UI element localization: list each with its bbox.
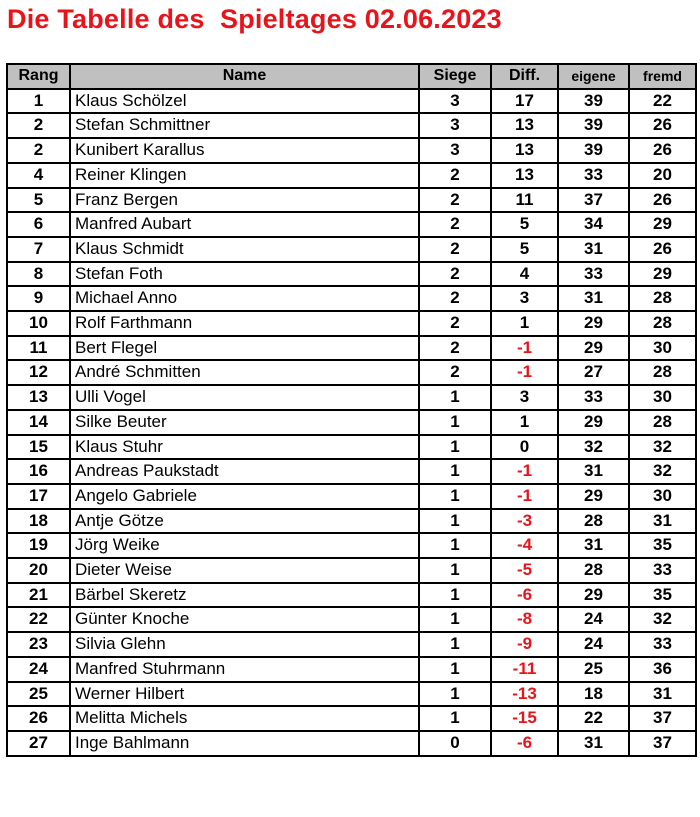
cell-siege: 2 <box>419 336 491 361</box>
cell-siege: 1 <box>419 706 491 731</box>
cell-diff: -3 <box>491 509 558 534</box>
col-header-diff: Diff. <box>491 64 558 89</box>
cell-fremd: 35 <box>629 583 696 608</box>
cell-name: Werner Hilbert <box>70 682 419 707</box>
col-header-eigene: eigene <box>558 64 629 89</box>
cell-name: Stefan Schmittner <box>70 113 419 138</box>
cell-rang: 27 <box>7 731 70 756</box>
table-row <box>7 607 696 632</box>
cell-eigene: 31 <box>558 731 629 756</box>
cell-fremd: 31 <box>629 509 696 534</box>
cell-name: Klaus Stuhr <box>70 435 419 460</box>
cell-name: Dieter Weise <box>70 558 419 583</box>
cell-fremd: 28 <box>629 286 696 311</box>
cell-eigene: 29 <box>558 484 629 509</box>
cell-name: Reiner Klingen <box>70 163 419 188</box>
cell-siege: 1 <box>419 657 491 682</box>
cell-rang: 7 <box>7 237 70 262</box>
cell-name: André Schmitten <box>70 360 419 385</box>
cell-eigene: 28 <box>558 558 629 583</box>
cell-diff: 13 <box>491 113 558 138</box>
cell-diff: -5 <box>491 558 558 583</box>
cell-fremd: 33 <box>629 558 696 583</box>
cell-eigene: 33 <box>558 385 629 410</box>
table-row <box>7 731 696 756</box>
cell-eigene: 24 <box>558 632 629 657</box>
cell-diff: -6 <box>491 583 558 608</box>
cell-fremd: 29 <box>629 212 696 237</box>
cell-name: Andreas Paukstadt <box>70 459 419 484</box>
cell-siege: 2 <box>419 188 491 213</box>
cell-name: Inge Bahlmann <box>70 731 419 756</box>
table-row <box>7 459 696 484</box>
cell-diff: -1 <box>491 484 558 509</box>
col-header-name: Name <box>70 64 419 89</box>
header-row <box>7 64 696 89</box>
cell-fremd: 22 <box>629 89 696 114</box>
cell-diff: -6 <box>491 731 558 756</box>
cell-eigene: 25 <box>558 657 629 682</box>
cell-siege: 2 <box>419 262 491 287</box>
table-row <box>7 682 696 707</box>
cell-diff: 17 <box>491 89 558 114</box>
cell-siege: 1 <box>419 410 491 435</box>
cell-siege: 3 <box>419 113 491 138</box>
cell-rang: 2 <box>7 113 70 138</box>
cell-eigene: 29 <box>558 583 629 608</box>
cell-siege: 2 <box>419 212 491 237</box>
col-header-rang: Rang <box>7 64 70 89</box>
cell-rang: 2 <box>7 138 70 163</box>
table-row <box>7 138 696 163</box>
cell-rang: 8 <box>7 262 70 287</box>
cell-diff: 1 <box>491 311 558 336</box>
cell-eigene: 31 <box>558 459 629 484</box>
cell-siege: 1 <box>419 484 491 509</box>
cell-eigene: 33 <box>558 262 629 287</box>
cell-diff: -11 <box>491 657 558 682</box>
col-header-fremd: fremd <box>629 64 696 89</box>
cell-rang: 18 <box>7 509 70 534</box>
col-header-siege: Siege <box>419 64 491 89</box>
cell-rang: 21 <box>7 583 70 608</box>
cell-fremd: 31 <box>629 682 696 707</box>
page-title: Die Tabelle des Spieltages 02.06.2023 <box>7 4 502 34</box>
cell-name: Klaus Schmidt <box>70 237 419 262</box>
cell-rang: 22 <box>7 607 70 632</box>
cell-rang: 16 <box>7 459 70 484</box>
cell-fremd: 32 <box>629 459 696 484</box>
cell-name: Franz Bergen <box>70 188 419 213</box>
cell-rang: 13 <box>7 385 70 410</box>
cell-eigene: 27 <box>558 360 629 385</box>
cell-diff: 0 <box>491 435 558 460</box>
table-row <box>7 533 696 558</box>
cell-fremd: 30 <box>629 484 696 509</box>
cell-diff: 11 <box>491 188 558 213</box>
cell-fremd: 32 <box>629 435 696 460</box>
cell-name: Silke Beuter <box>70 410 419 435</box>
cell-fremd: 28 <box>629 311 696 336</box>
cell-rang: 23 <box>7 632 70 657</box>
cell-rang: 9 <box>7 286 70 311</box>
cell-name: Antje Götze <box>70 509 419 534</box>
table-row <box>7 657 696 682</box>
cell-siege: 1 <box>419 459 491 484</box>
cell-diff: -13 <box>491 682 558 707</box>
cell-eigene: 29 <box>558 410 629 435</box>
cell-rang: 10 <box>7 311 70 336</box>
cell-fremd: 28 <box>629 360 696 385</box>
table-row <box>7 558 696 583</box>
cell-eigene: 34 <box>558 212 629 237</box>
cell-siege: 1 <box>419 632 491 657</box>
cell-fremd: 30 <box>629 336 696 361</box>
table-row <box>7 360 696 385</box>
cell-rang: 20 <box>7 558 70 583</box>
cell-fremd: 28 <box>629 410 696 435</box>
table-row <box>7 706 696 731</box>
cell-eigene: 31 <box>558 533 629 558</box>
cell-eigene: 28 <box>558 509 629 534</box>
cell-eigene: 18 <box>558 682 629 707</box>
cell-diff: 1 <box>491 410 558 435</box>
cell-eigene: 39 <box>558 138 629 163</box>
table-row <box>7 410 696 435</box>
cell-name: Michael Anno <box>70 286 419 311</box>
cell-fremd: 26 <box>629 188 696 213</box>
table-row <box>7 163 696 188</box>
cell-name: Angelo Gabriele <box>70 484 419 509</box>
cell-name: Bärbel Skeretz <box>70 583 419 608</box>
table-row <box>7 89 696 114</box>
cell-fremd: 37 <box>629 731 696 756</box>
cell-siege: 1 <box>419 385 491 410</box>
cell-eigene: 31 <box>558 237 629 262</box>
cell-eigene: 39 <box>558 89 629 114</box>
table-row <box>7 385 696 410</box>
cell-diff: -1 <box>491 336 558 361</box>
cell-rang: 12 <box>7 360 70 385</box>
cell-diff: 4 <box>491 262 558 287</box>
cell-diff: 3 <box>491 385 558 410</box>
cell-name: Manfred Aubart <box>70 212 419 237</box>
cell-fremd: 26 <box>629 113 696 138</box>
cell-name: Silvia Glehn <box>70 632 419 657</box>
cell-siege: 1 <box>419 435 491 460</box>
table-row <box>7 188 696 213</box>
cell-siege: 1 <box>419 583 491 608</box>
cell-siege: 0 <box>419 731 491 756</box>
cell-rang: 5 <box>7 188 70 213</box>
cell-name: Günter Knoche <box>70 607 419 632</box>
cell-diff: -9 <box>491 632 558 657</box>
table-row <box>7 336 696 361</box>
cell-rang: 24 <box>7 657 70 682</box>
cell-eigene: 32 <box>558 435 629 460</box>
cell-siege: 1 <box>419 509 491 534</box>
cell-eigene: 29 <box>558 336 629 361</box>
table-row <box>7 632 696 657</box>
cell-fremd: 33 <box>629 632 696 657</box>
cell-eigene: 29 <box>558 311 629 336</box>
cell-diff: 5 <box>491 237 558 262</box>
cell-siege: 3 <box>419 89 491 114</box>
cell-rang: 11 <box>7 336 70 361</box>
cell-diff: -1 <box>491 360 558 385</box>
cell-rang: 14 <box>7 410 70 435</box>
cell-fremd: 29 <box>629 262 696 287</box>
cell-diff: -8 <box>491 607 558 632</box>
cell-fremd: 26 <box>629 237 696 262</box>
cell-eigene: 31 <box>558 286 629 311</box>
cell-rang: 26 <box>7 706 70 731</box>
cell-name: Stefan Foth <box>70 262 419 287</box>
cell-diff: -1 <box>491 459 558 484</box>
cell-siege: 1 <box>419 533 491 558</box>
cell-fremd: 20 <box>629 163 696 188</box>
table-row <box>7 113 696 138</box>
cell-siege: 1 <box>419 558 491 583</box>
cell-fremd: 30 <box>629 385 696 410</box>
cell-siege: 2 <box>419 237 491 262</box>
cell-rang: 4 <box>7 163 70 188</box>
cell-fremd: 36 <box>629 657 696 682</box>
table-row <box>7 286 696 311</box>
cell-diff: 13 <box>491 163 558 188</box>
cell-eigene: 33 <box>558 163 629 188</box>
cell-siege: 2 <box>419 163 491 188</box>
cell-diff: 3 <box>491 286 558 311</box>
cell-eigene: 37 <box>558 188 629 213</box>
cell-rang: 6 <box>7 212 70 237</box>
cell-siege: 1 <box>419 682 491 707</box>
cell-name: Manfred Stuhrmann <box>70 657 419 682</box>
cell-fremd: 32 <box>629 607 696 632</box>
table-row <box>7 237 696 262</box>
cell-rang: 17 <box>7 484 70 509</box>
cell-name: Ulli Vogel <box>70 385 419 410</box>
cell-siege: 2 <box>419 360 491 385</box>
cell-rang: 25 <box>7 682 70 707</box>
cell-fremd: 35 <box>629 533 696 558</box>
cell-name: Melitta Michels <box>70 706 419 731</box>
table-row <box>7 311 696 336</box>
cell-name: Klaus Schölzel <box>70 89 419 114</box>
cell-siege: 3 <box>419 138 491 163</box>
cell-name: Bert Flegel <box>70 336 419 361</box>
table-row <box>7 435 696 460</box>
table-row <box>7 212 696 237</box>
table-row <box>7 262 696 287</box>
table-row <box>7 583 696 608</box>
cell-diff: -4 <box>491 533 558 558</box>
cell-rang: 1 <box>7 89 70 114</box>
cell-diff: 13 <box>491 138 558 163</box>
cell-eigene: 22 <box>558 706 629 731</box>
table-row <box>7 484 696 509</box>
cell-siege: 1 <box>419 607 491 632</box>
standings-table <box>6 63 697 757</box>
cell-siege: 2 <box>419 311 491 336</box>
cell-eigene: 24 <box>558 607 629 632</box>
table-row <box>7 509 696 534</box>
cell-eigene: 39 <box>558 113 629 138</box>
cell-rang: 19 <box>7 533 70 558</box>
cell-diff: -15 <box>491 706 558 731</box>
cell-diff: 5 <box>491 212 558 237</box>
cell-rang: 15 <box>7 435 70 460</box>
cell-name: Kunibert Karallus <box>70 138 419 163</box>
cell-fremd: 26 <box>629 138 696 163</box>
cell-siege: 2 <box>419 286 491 311</box>
cell-name: Jörg Weike <box>70 533 419 558</box>
cell-fremd: 37 <box>629 706 696 731</box>
cell-name: Rolf Farthmann <box>70 311 419 336</box>
